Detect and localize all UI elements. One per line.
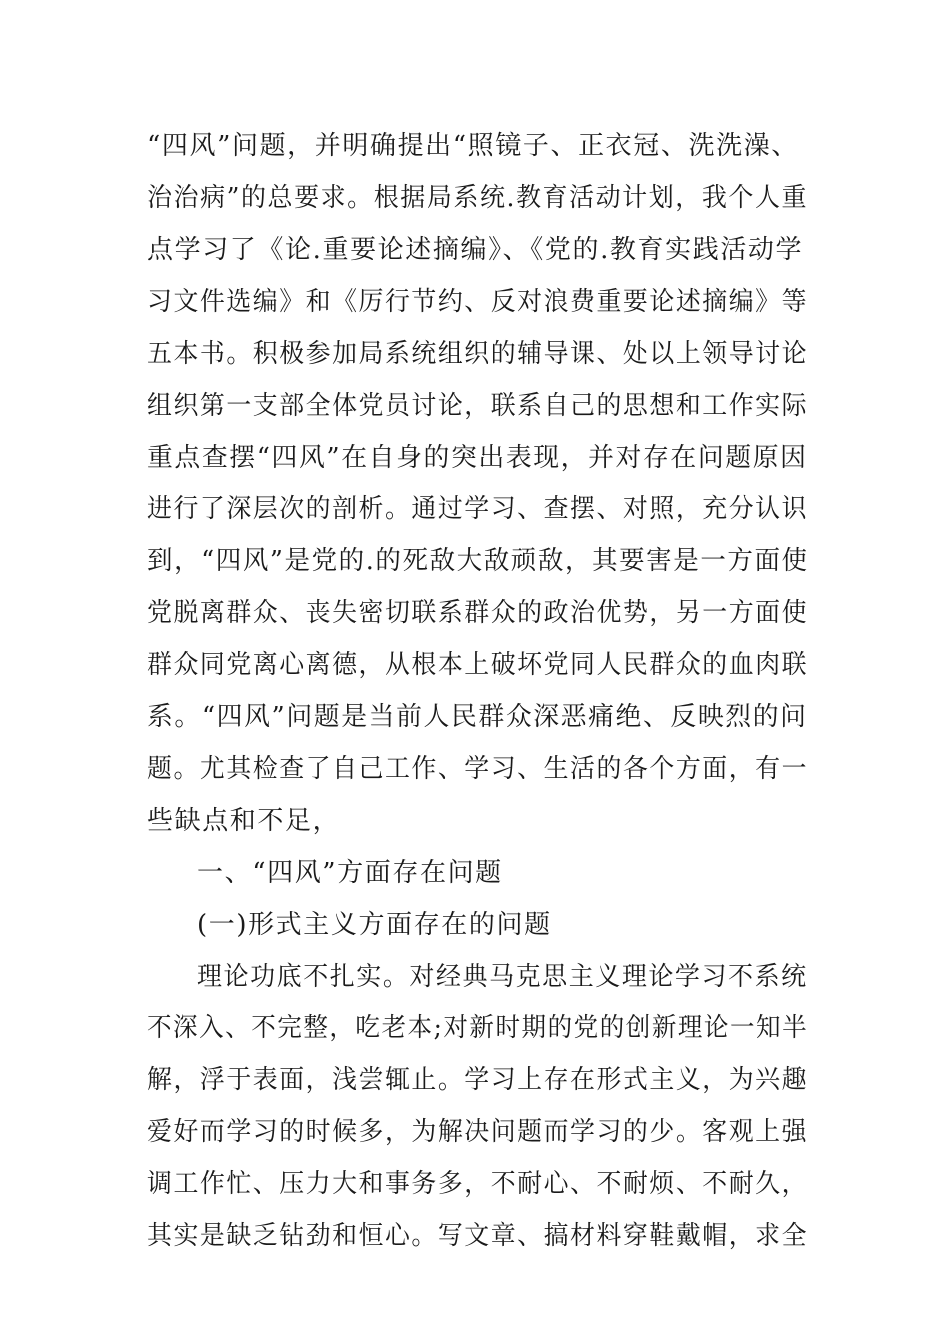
text-line: 解，浮于表面，浅尝辄止。学习上存在形式主义，为兴趣 <box>147 1065 809 1095</box>
section-heading: 一、“四风”方面存在问题 <box>197 858 503 888</box>
text-line: 其实是缺乏钻劲和恒心。写文章、搞材料穿鞋戴帽，求全 <box>147 1221 809 1251</box>
subsection-heading: (一)形式主义方面存在的问题 <box>197 910 552 940</box>
text-line: 题。尤其检查了自己工作、学习、生活的各个方面，有一 <box>147 754 809 784</box>
text-line: 到，“四风”是党的.的死敌大敌顽敌，其要害是一方面使 <box>147 546 809 576</box>
text-line: 党脱离群众、丧失密切联系群众的政治优势，另一方面使 <box>147 598 809 628</box>
text-line: 五本书。积极参加局系统组织的辅导课、处以上领导讨论 <box>147 339 809 369</box>
text-line: 群众同党离心离德，从根本上破坏党同人民群众的血肉联 <box>147 650 809 680</box>
text-line: 爱好而学习的时候多，为解决问题而学习的少。客观上强 <box>147 1117 809 1147</box>
text-line: 习文件选编》和《厉行节约、反对浪费重要论述摘编》等 <box>147 287 809 317</box>
text-line: 理论功底不扎实。对经典马克思主义理论学习不系统 <box>197 962 808 992</box>
text-line: 调工作忙、压力大和事务多，不耐心、不耐烦、不耐久， <box>147 1169 809 1199</box>
text-line: 重点查摆“四风”在自身的突出表现，并对存在问题原因 <box>147 443 808 473</box>
text-line: “四风”问题，并明确提出“照镜子、正衣冠、洗洗澡、 <box>147 131 799 161</box>
text-line: 进行了深层次的剖析。通过学习、查摆、对照，充分认识 <box>147 494 809 524</box>
text-line: 治治病”的总要求。根据局系统.教育活动计划，我个人重 <box>147 183 809 213</box>
text-line: 些缺点和不足， <box>147 806 341 836</box>
text-line: 组织第一支部全体党员讨论，联系自己的思想和工作实际 <box>147 391 809 421</box>
text-line: 不深入、不完整，吃老本;对新时期的党的创新理论一知半 <box>147 1013 809 1043</box>
text-line: 点学习了《论.重要论述摘编》、《党的.教育实践活动学 <box>147 235 804 265</box>
text-line: 系。“四风”问题是当前人民群众深恶痛绝、反映烈的问 <box>147 702 808 732</box>
